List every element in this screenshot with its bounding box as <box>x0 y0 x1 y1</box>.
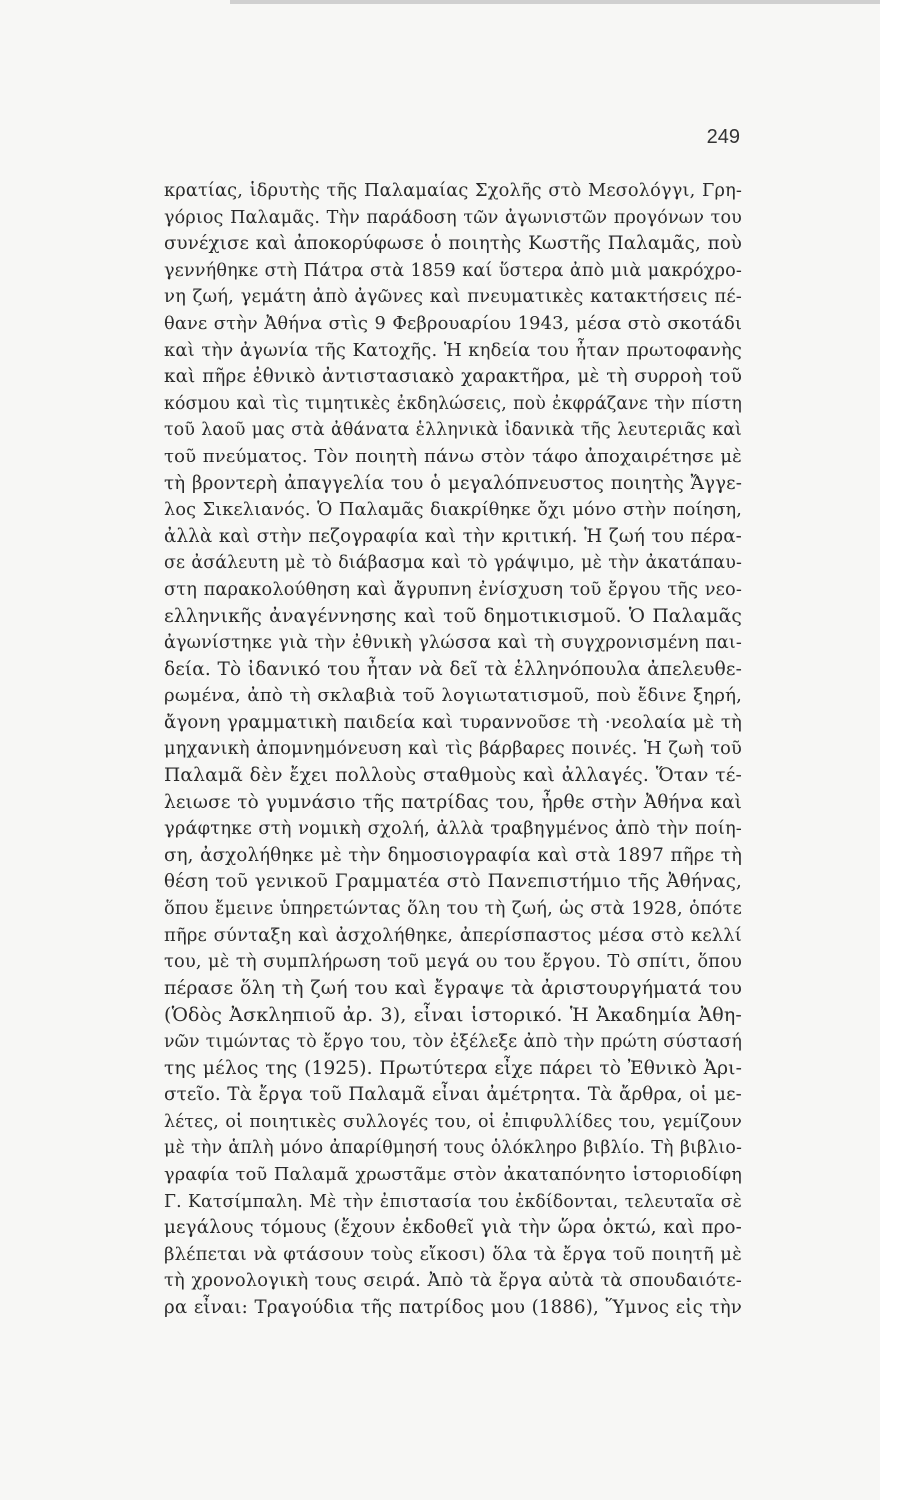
text-line: γράφτηκε στὴ νομικὴ σχολή, ἀλλὰ τραβηγμένος ἀπὸ τὴν ποίη- <box>164 818 742 840</box>
text-line: νῶν τιμώντας τὸ ἔργο του, τὸν ἐξέλεξε ἀπὸ τὴν πρώτη σύστασή <box>164 1032 742 1052</box>
body-text <box>164 178 742 1322</box>
text-line: ελληνικῆς ἀναγέννησης καὶ τοῦ δημοτικισμοῦ. Ὁ Παλαμᾶς <box>164 605 742 627</box>
text-line: λέτες, οἱ ποιητικὲς συλλογές του, οἱ ἐπιφυλλίδες του, γεμίζουν <box>164 1111 742 1132</box>
text-line: ρωμένα, ἀπὸ τὴ σκλαβιὰ τοῦ λογιωτατισμοῦ, ποὺ ἔδινε ξηρή, <box>164 685 742 707</box>
text-line: μηχανικὴ ἀπομνημόνευση καὶ τὶς βάρβαρες ποινές. Ἡ ζωὴ τοῦ <box>164 738 742 760</box>
text-line: καὶ πῆρε ἐθνικὸ ἀντιστασιακὸ χαρακτῆρα, μὲ τὴ συρροὴ τοῦ <box>164 366 742 388</box>
text-line: γεννήθηκε στὴ Πάτρα στὰ 1859 καί ὕστερα ἀπὸ μιὰ μακρόχρο- <box>164 260 742 281</box>
text-line: γραφία τοῦ Παλαμᾶ χρωστᾶμε στὸν ἀκαταπόνητο ἱστοριοδίφη <box>164 1164 742 1185</box>
text-line: καὶ τὴν ἀγωνία τῆς Κατοχῆς. Ἡ κηδεία του ἦταν πρωτοφανὴς <box>164 339 742 361</box>
text-line: πῆρε σύνταξη καὶ ἀσχολήθηκε, ἀπερίσπαστος μέσα στὸ κελλί <box>164 924 742 946</box>
text-line: ση, ἀσχολήθηκε μὲ τὴν δημοσιογραφία καὶ στὰ 1897 πῆρε τὴ <box>164 844 742 866</box>
text-line: τὴ χρονολογικὴ τους σειρά. Ἀπὸ τὰ ἔργα αὐτὰ τὰ σπουδαιότε- <box>164 1270 742 1292</box>
text-line: ἄγονη γραμματικὴ παιδεία καὶ τυραννοῦσε τὴ ·νεολαία μὲ τὴ <box>164 711 742 733</box>
text-line: στη παρακολούθηση καὶ ἄγρυπνη ἐνίσχυση τοῦ ἔργου τῆς νεο- <box>164 579 742 600</box>
text-line: τὴ βροντερὴ ἀπαγγελία του ὁ μεγαλόπνευστος ποιητὴς Ἄγγε- <box>164 472 742 494</box>
text-line: κρατίας, ἱδρυτὴς τῆς Παλαμαίας Σχολῆς στὸ Μεσολόγγι, Γρη- <box>164 181 742 201</box>
text-line: Γ. Κατσίμπαλη. Μὲ τὴν ἐπιστασία του ἐκδίδονται, τελευταῖα σὲ <box>164 1191 742 1212</box>
text-line: (Ὁδὸς Ἀσκληπιοῦ ἀρ. 3), εἶναι ἱστορικό. Ἡ Ἀκαδημία Ἀθη- <box>164 1004 742 1027</box>
text-line: τοῦ λαοῦ μας στὰ ἀθάνατα ἑλληνικὰ ἰδανικὰ τῆς λευτεριᾶς καὶ <box>164 420 742 441</box>
text-line: λειωσε τὸ γυμνάσιο τῆς πατρίδας του, ἦρθε στὴν Ἀθήνα καὶ <box>164 791 742 813</box>
text-line: της μέλος της (1925). Πρωτύτερα εἶχε πάρει τὸ Ἐθνικὸ Ἀρι- <box>164 1057 742 1079</box>
text-line: σε ἀσάλευτη μὲ τὸ διάβασμα καὶ τὸ γράψιμο, μὲ τὴν ἀκατάπαυ- <box>164 553 742 574</box>
text-line: συνέχισε καὶ ἀποκορύφωσε ὁ ποιητὴς Κωστῆς Παλαμᾶς, ποὺ <box>164 233 742 255</box>
text-line: θέση τοῦ γενικοῦ Γραμματέα στὸ Πανεπιστήμιο τῆς Ἀθήνας, <box>164 871 742 893</box>
text-line: βλέπεται νὰ φτάσουν τοὺς εἴκοσι) ὅλα τὰ ἔργα τοῦ ποιητῆ μὲ <box>164 1243 742 1265</box>
text-line: ὅπου ἔμεινε ὑπηρετώντας ὅλη του τὴ ζωή, ὡς στὰ 1928, ὁπότε <box>164 898 742 920</box>
text-line: πέρασε ὅλη τὴ ζωή του καὶ ἔγραψε τὰ ἀριστουργήματά του <box>164 977 742 999</box>
text-line: μὲ τὴν ἁπλὴ μόνο ἀπαρίθμησή τους ὁλόκληρο βιβλίο. Τὴ βιβλιο- <box>164 1138 742 1159</box>
text-line: γόριος Παλαμᾶς. Τὴν παράδοση τῶν ἀγωνιστῶν προγόνων του <box>164 207 742 228</box>
scan-margin <box>880 0 897 1500</box>
text-line: νη ζωή, γεμάτη ἀπὸ ἀγῶνες καὶ πνευματικὲς κατακτήσεις πέ- <box>164 286 742 308</box>
text-line: λος Σικελιανός. Ὁ Παλαμᾶς διακρίθηκε ὄχι μόνο στὴν ποίηση, <box>164 500 742 521</box>
text-line: μεγάλους τόμους (ἔχουν ἐκδοθεῖ γιὰ τὴν ὥρα ὀκτώ, καὶ προ- <box>164 1217 742 1239</box>
text-line: τοῦ πνεύματος. Τὸν ποιητὴ πάνω στὸν τάφο ἀποχαιρέτησε μὲ <box>164 445 742 467</box>
text-line: δεία. Τὸ ἰδανικό του ἦταν νὰ δεῖ τὰ ἑλληνόπουλα ἀπελευθε- <box>164 658 742 680</box>
text-line: θανε στὴν Ἀθήνα στὶς 9 Φεβρουαρίου 1943, μέσα στὸ σκοτάδι <box>164 312 742 334</box>
text-line: ἀλλὰ καὶ στὴν πεζογραφία καὶ τὴν κριτική. Ἡ ζωή του πέρα- <box>164 525 742 547</box>
text-line: ρα εἶναι: Τραγούδια τῆς πατρίδος μου (1886), Ὕμνος εἰς τὴν <box>164 1296 742 1318</box>
text-line: του, μὲ τὴ συμπλήρωση τοῦ μεγά ου του ἔργου. Τὸ σπίτι, ὅπου <box>164 951 742 973</box>
text-line: στεῖο. Τὰ ἔργα τοῦ Παλαμᾶ εἶναι ἀμέτρητα. Τὰ ἄρθρα, οἱ με- <box>164 1084 742 1106</box>
page-top-edge <box>230 0 880 4</box>
text-line: ἀγωνίστηκε γιὰ τὴν ἐθνικὴ γλώσσα καὶ τὴ συγχρονισμένη παι- <box>164 633 742 654</box>
text-line: Παλαμᾶ δὲν ἔχει πολλοὺς σταθμοὺς καὶ ἀλλαγές. Ὅταν τέ- <box>164 765 742 787</box>
text-line: κόσμου καὶ τὶς τιμητικὲς ἐκδηλώσεις, ποὺ ἐκφράζανε τὴν πίστη <box>164 393 742 414</box>
page-number: 249 <box>706 126 740 148</box>
